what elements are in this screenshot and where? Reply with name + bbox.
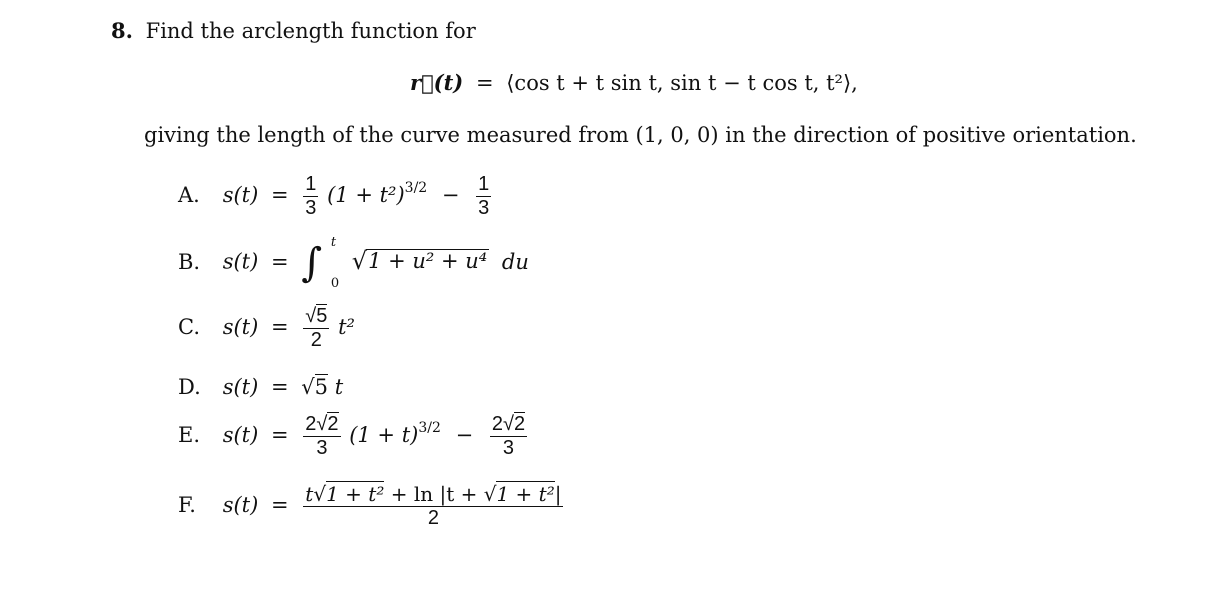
equation-equals: = (475, 71, 494, 95)
problem-description: giving the length of the curve measured from (1, 0, 0) in the direction of positive orientation. (144, 123, 1137, 147)
fraction (303, 306, 329, 351)
radical-sign: √ (305, 305, 317, 327)
fraction (476, 174, 491, 219)
numerator (303, 484, 563, 505)
equals-sign: = (270, 493, 289, 517)
denominator: 2 (310, 329, 322, 351)
problem-number: 8. (111, 18, 133, 43)
numerator: 1 (305, 173, 317, 195)
differential: du (501, 249, 529, 274)
e-parenthetical: (1 + t) (349, 423, 419, 447)
answer-f (178, 484, 565, 529)
equals-sign: = (270, 183, 289, 207)
radicand: 2 (327, 413, 339, 435)
fraction (303, 484, 563, 529)
s-of-t: s(t) (222, 315, 259, 339)
equation-lhs: r⃗(t) (410, 70, 464, 95)
answer-label: F. (178, 493, 196, 517)
s-of-t: s(t) (222, 423, 259, 447)
radicand: 5 (316, 305, 328, 327)
abs-bar: | (554, 482, 562, 506)
f-term: t (305, 482, 314, 506)
numerator (303, 306, 329, 327)
answer-e (178, 414, 529, 459)
answer-d (178, 375, 343, 399)
denominator: 3 (305, 197, 317, 219)
denominator: 3 (478, 197, 490, 219)
denominator: 3 (316, 437, 328, 459)
radical-sign: √ (316, 413, 328, 435)
s-of-t: s(t) (222, 375, 259, 399)
answer-b (178, 236, 529, 290)
answer-label: C. (178, 315, 200, 339)
denominator: 2 (427, 507, 439, 529)
s-of-t: s(t) (222, 183, 259, 207)
answer-label: B. (178, 249, 201, 274)
f-middle: + ln |t + (390, 482, 478, 506)
radical-sign: √ (301, 375, 315, 399)
lower-limit: 0 (330, 276, 340, 291)
fraction (303, 414, 340, 459)
numerator (490, 414, 527, 435)
equals-sign: = (270, 315, 289, 339)
answer-label: A. (178, 183, 200, 207)
a-parenthetical: (1 + t²) (327, 183, 405, 207)
problem-header (111, 18, 476, 43)
exponent: 3/2 (418, 420, 441, 436)
fraction (303, 174, 318, 219)
upper-limit: t (330, 235, 337, 250)
radicand: 5 (314, 375, 329, 399)
exponent: 3/2 (404, 180, 428, 196)
minus-sign: − (441, 183, 460, 207)
equation-rhs: ⟨cos t + t sin t, sin t − t cos t, t²⟩, (506, 71, 858, 95)
radical-sign: √ (351, 246, 368, 275)
answer-label: E. (178, 423, 201, 447)
integral-limits (331, 236, 339, 290)
c-term: t² (338, 315, 355, 339)
radicand: 1 + u² + u⁴ (368, 248, 488, 273)
radical-sign: √ (502, 413, 514, 435)
radicand: 1 + t² (326, 482, 385, 506)
equals-sign: = (270, 375, 289, 399)
problem-prompt: Find the arclength function for (145, 19, 476, 43)
denominator: 3 (502, 437, 515, 459)
coefficient: 2 (305, 413, 317, 435)
vector-equation (410, 70, 858, 95)
minus-sign: − (455, 423, 474, 447)
radicand: 2 (513, 413, 526, 435)
radical-sign: √ (483, 482, 497, 506)
radical-sign: √ (313, 482, 327, 506)
integral-sign: ∫ (301, 240, 323, 286)
numerator (303, 414, 340, 435)
d-term: t (334, 375, 344, 399)
s-of-t: s(t) (222, 493, 259, 517)
fraction (490, 414, 527, 459)
s-of-t: s(t) (222, 249, 259, 274)
answer-label: D. (178, 375, 201, 399)
equals-sign: = (270, 423, 289, 447)
coefficient: 2 (491, 413, 503, 435)
answer-a (178, 174, 493, 219)
numerator: 1 (478, 173, 490, 195)
answer-c (178, 306, 355, 351)
square-root (351, 246, 489, 275)
equals-sign: = (270, 249, 289, 274)
radicand: 1 + t² (496, 482, 555, 506)
